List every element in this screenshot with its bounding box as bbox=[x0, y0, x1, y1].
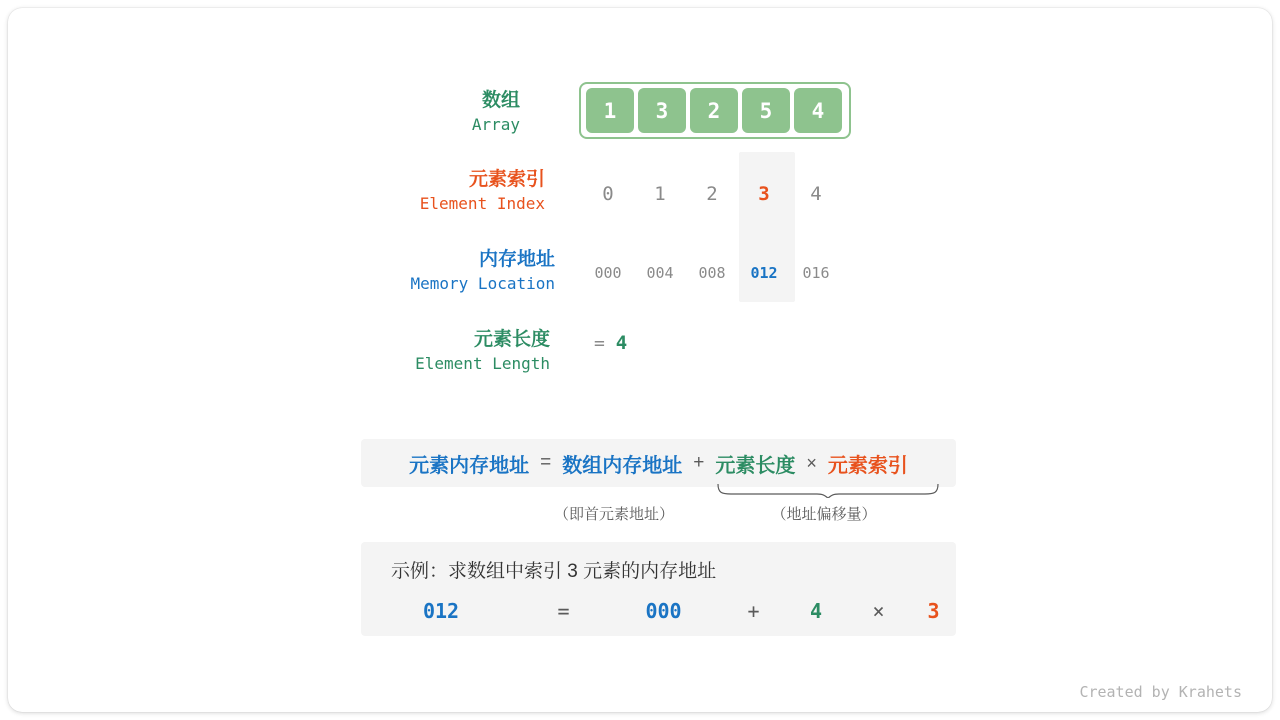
array-cell: 5 bbox=[742, 88, 790, 133]
index-value: 4 bbox=[810, 183, 822, 205]
index-value: 0 bbox=[602, 183, 614, 205]
address-value: 008 bbox=[698, 264, 726, 282]
label-memory-location-en: Memory Location bbox=[410, 273, 555, 293]
formula-banner bbox=[361, 439, 956, 487]
index-row bbox=[579, 180, 851, 208]
label-memory-location-cn: 内存地址 bbox=[478, 249, 555, 270]
label-element-index bbox=[308, 167, 545, 214]
array-cell: 1 bbox=[586, 88, 634, 133]
formula-plus: + bbox=[693, 452, 705, 473]
address-value: 000 bbox=[594, 264, 622, 282]
address-value: 016 bbox=[802, 264, 830, 282]
example-title: 示例：求数组中索引 3 元素的内存地址 bbox=[391, 561, 717, 582]
example-plus: + bbox=[747, 599, 760, 623]
address-value: 004 bbox=[646, 264, 674, 282]
array-cell: 3 bbox=[638, 88, 686, 133]
example-box bbox=[361, 542, 956, 636]
formula-element-size: 元素长度 bbox=[715, 454, 796, 477]
address-value-highlighted: 012 bbox=[750, 264, 778, 282]
note-address-offset: （地址偏移量） bbox=[771, 506, 877, 523]
example-element-index: 3 bbox=[927, 599, 940, 623]
formula-base: 数组内存地址 bbox=[562, 454, 683, 477]
array-cell: 2 bbox=[690, 88, 738, 133]
label-element-index-cn: 元素索引 bbox=[468, 169, 545, 190]
label-memory-location bbox=[308, 247, 555, 294]
credit-text: Created by Krahets bbox=[1079, 683, 1242, 701]
label-element-index-en: Element Index bbox=[419, 193, 545, 213]
element-length-equals: = bbox=[594, 333, 605, 354]
index-value: 1 bbox=[654, 183, 666, 205]
index-value: 2 bbox=[706, 183, 718, 205]
label-element-length-cn: 元素长度 bbox=[473, 329, 550, 350]
diagram-card bbox=[8, 8, 1272, 712]
index-value-highlighted: 3 bbox=[758, 183, 770, 205]
array-container bbox=[579, 82, 851, 139]
label-array-en: Array bbox=[471, 114, 520, 134]
example-times: × bbox=[872, 599, 885, 623]
example-base: 000 bbox=[645, 599, 682, 623]
formula-result: 元素内存地址 bbox=[409, 454, 530, 477]
element-length-value: 4 bbox=[615, 332, 628, 354]
example-equals: = bbox=[557, 599, 570, 623]
label-element-length-en: Element Length bbox=[415, 353, 550, 373]
example-equation bbox=[361, 596, 956, 626]
formula-element-index: 元素索引 bbox=[827, 454, 908, 477]
element-length-expression bbox=[594, 332, 627, 354]
label-array bbox=[308, 88, 520, 135]
example-element-size: 4 bbox=[809, 599, 823, 623]
formula-times: × bbox=[806, 452, 817, 473]
formula-equals: = bbox=[540, 452, 552, 473]
offset-brace-icon bbox=[717, 484, 939, 498]
label-array-cn: 数组 bbox=[481, 90, 520, 111]
array-cell: 4 bbox=[794, 88, 842, 133]
note-base-address: （即首元素地址） bbox=[553, 506, 674, 523]
example-result: 012 bbox=[422, 599, 460, 623]
label-element-length bbox=[308, 327, 550, 374]
address-row bbox=[579, 260, 851, 286]
